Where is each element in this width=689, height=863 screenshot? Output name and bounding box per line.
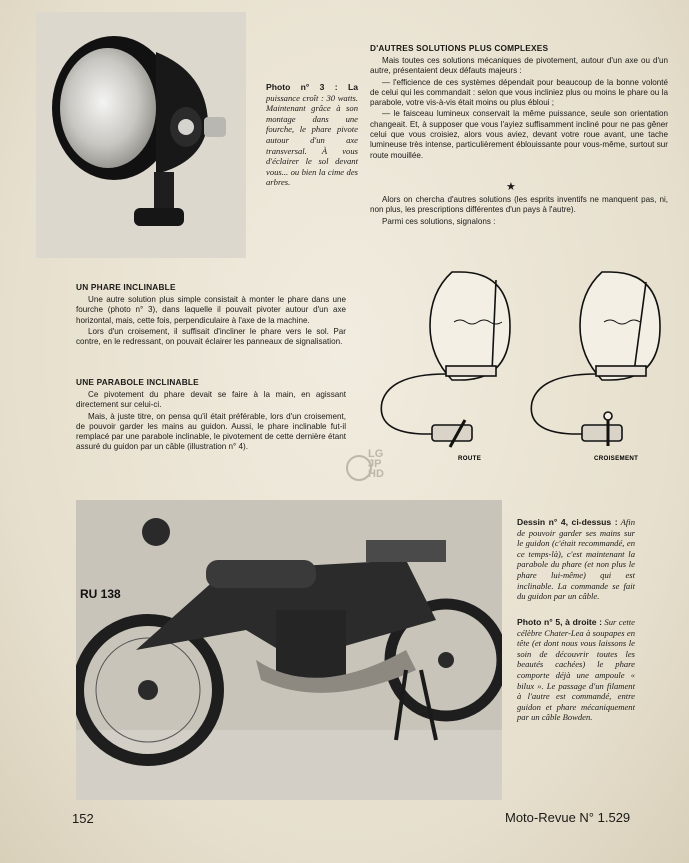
motorcycle-illustration [76,500,502,800]
caption-photo-3: Photo n° 3 : La puissance croît : 30 watts. Maintenant grâce à son montage dans une fourche, le phare pivote autour d'un axe transversal. À vous d'éclairer le sol devant vous... ou bien la cime des arbres. [266,82,358,188]
heading-autres-solutions: D'AUTRES SOLUTIONS PLUS COMPLEXES [370,43,549,53]
page-number: 152 [72,811,94,826]
caption-drawing-4: Dessin n° 4, ci-dessus : Afin de pouvoir garder ses mains sur le guidon (c'était recommandé, en ce temps-là), c'est maintenant la parabole du phare (et non plus le phare lui-même) qui est inclinable. La commande se fait du guidon par un câble. [517,517,635,602]
text-phare-inclinable: Une autre solution plus simple consistait à monter le phare dans une fourche (photo n° 3), dans laquelle il pouvait pivoter autour d'un axe horizontal, mais, cette fois, perpendiculaire à l'axe de la machine. Lors d'un croisement, il suffisait d'incliner le phare vers le sol. Par contre, en le redressant, on pouvait éclairer les panneaux de signalisation. [76,295,346,347]
diagram-route [381,272,510,447]
text-parabole-inclinable: Ce pivotement du phare devait se faire à la main, en agissant directement sur celui-ci. Mais, à juste titre, on pensa qu'il était préférable, lors d'un croisement, de pouvoir garder les mains au guidon. Aussi, le phare inclinable fut-il remplacé par une parabole inclinable, le pivotement de cette dernière étant assuré du guidon par un câble (illustration n° 4). [76,390,346,452]
photo-motorcycle [76,500,502,800]
photo-headlamp [36,12,246,258]
text-alors: Alors on chercha d'autres solutions (les esprits inventifs ne manquent pas, ni, non plus, les prescriptions différentes d'un pays à l'autre). Parmi ces solutions, signalons : [370,195,668,226]
heading-parabole-inclinable: UNE PARABOLE INCLINABLE [76,377,199,387]
magazine-issue: Moto-Revue N° 1.529 [505,810,631,825]
diagram-croisement [531,272,660,446]
separator-star: ★ [506,181,516,193]
label-croisement: CROISEMENT [594,455,639,462]
drawing-4-headlamp-diagrams [370,262,670,467]
text-autres-solutions: Mais toutes ces solutions mécaniques de pivotement, autour d'un axe ou d'un autre, présentaient deux défauts majeurs : — l'efficience de ces systèmes dépendait pour beaucoup de la bonne volonté de celui qui les commandait : selon que vous incliniez plus ou moins le phare ou la parabole, votre vis-à-vis était moins ou plus ébloui ; — le faisceau lumineux conservait la même puissance, seule son orientation changeait. Et, à supposer que vous l'ayiez suffisamment incliné pour ne pas gêner celui que vous croisiez, alors vous aviez, devant votre roue avant, une tache lumineuse très intense, particulièrement éblouissante pour vous-même, surtout sur route mouillée. [370,56,668,160]
heading-phare-inclinable: UN PHARE INCLINABLE [76,282,176,292]
headlamp-illustration [36,12,246,258]
plate-number: RU 138 [80,587,121,601]
watermark-logo: LG JP HD [346,449,394,495]
label-route: ROUTE [458,455,482,462]
caption-photo-5: Photo n° 5, à droite : Sur cette célèbre Chater-Lea à soupapes en tête (et dont nous vous laissons le soin de découvrir toutes les beautés cachées) le phare comporte déjà une ampoule « bilux ». Le passage d'un filament à l'autre est commandé, entre guidon et phare mécaniquement par un câble Bowden. [517,617,635,723]
